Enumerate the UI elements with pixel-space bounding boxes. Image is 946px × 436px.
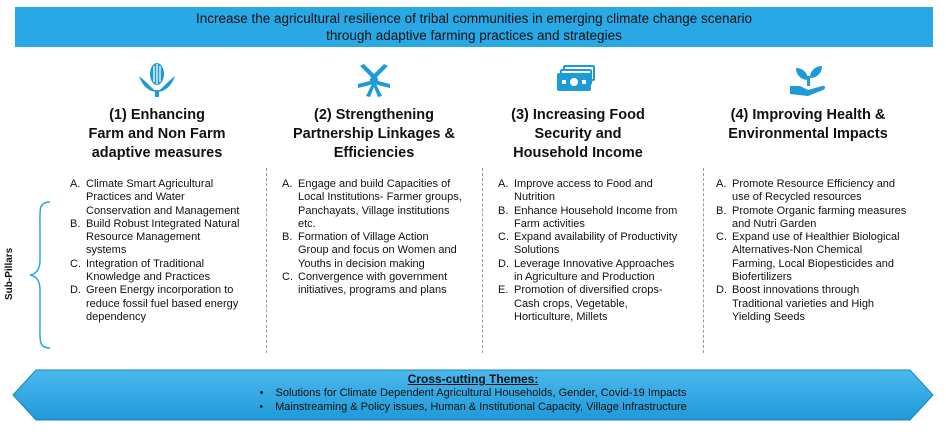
pillar-4-list — [716, 178, 908, 324]
title-line: Farm and Non Farm — [88, 126, 226, 142]
item-letter: C. — [498, 231, 509, 244]
item-text: Formation of Village Action Group and focus on Women and Youths in decision making — [298, 231, 457, 270]
item-letter: C. — [70, 257, 81, 270]
sub-pillars-label: Sub-Pillars — [4, 247, 15, 300]
separator — [482, 168, 483, 353]
item-text: Convergence with government initiatives, programs and plans — [298, 271, 448, 297]
item-text: Climate Smart Agricultural Practices and Water Conservation and Management — [86, 178, 240, 217]
list-item — [282, 178, 462, 231]
list-item — [70, 258, 242, 285]
title-line: adaptive measures — [91, 145, 223, 161]
pillar-1 — [62, 62, 252, 163]
goal-line-2: through adaptive farming practices and strategies — [326, 28, 622, 43]
cross-cutting-content — [12, 372, 934, 414]
goal-banner — [15, 7, 933, 47]
item-letter: D. — [70, 284, 81, 297]
pillar-1-title — [62, 106, 252, 163]
item-text: Expand use of Healthier Biological Alternatives-Non Chemical Farming, Local Biopesticides and Biofertilizers — [732, 231, 900, 284]
item-text: Promote Resource Efficiency and use of Recycled resources — [732, 178, 896, 204]
cross-cutting-item: • Mainstreaming & Policy issues, Human & Institutional Capacity, Village Infrastructure — [12, 400, 934, 414]
item-letter: A. — [716, 178, 727, 190]
list-item — [70, 284, 242, 324]
item-letter: C. — [716, 231, 727, 244]
item-text: Integration of Traditional Knowledge and Practices — [86, 257, 211, 284]
item-text: Build Robust Integrated Natural Resource Management systems — [86, 217, 240, 257]
cross-cutting-item: • Solutions for Climate Dependent Agricultural Households, Gender, Covid-19 Impacts — [12, 386, 934, 400]
list-item — [716, 284, 908, 324]
item-letter: D. — [498, 257, 509, 270]
pillar-2-title — [274, 106, 474, 163]
list-item — [498, 205, 684, 232]
item-letter: D. — [716, 284, 727, 297]
item-letter: C. — [282, 271, 293, 284]
list-item — [282, 231, 462, 271]
item-text: Enhance Household Income from Farm activities — [514, 204, 678, 230]
pillar-3-title — [488, 106, 668, 163]
item-text: Engage and build Capacities of Local Institutions- Farmer groups, Panchayats, Village institutions etc. — [298, 178, 462, 230]
title-line: Partnership Linkages & — [293, 126, 455, 142]
pillar-3 — [488, 62, 668, 163]
separator — [703, 168, 704, 353]
list-item — [70, 218, 242, 258]
item-letter: E. — [498, 284, 509, 297]
item-letter: A. — [282, 178, 293, 190]
pillar-2 — [274, 62, 474, 163]
title-line: (1) Enhancing — [109, 107, 205, 123]
item-text: Expand availability of Productivity Solutions — [514, 231, 678, 257]
list-item — [716, 178, 908, 205]
item-letter: B. — [70, 217, 81, 230]
plant-hands-icon — [62, 62, 252, 98]
list-item — [70, 178, 242, 218]
cross-cutting-title: Cross-cutting Themes: — [407, 372, 539, 386]
item-letter: B. — [716, 204, 727, 217]
title-line: Household Income — [513, 145, 643, 161]
item-letter: A. — [498, 178, 509, 190]
item-letter: B. — [282, 231, 293, 244]
title-line: (3) Increasing Food — [511, 107, 645, 123]
hand-seedling-icon — [703, 62, 913, 98]
item-letter: B. — [498, 204, 509, 217]
title-line: Environmental Impacts — [728, 126, 888, 142]
pillar-3-list — [498, 178, 684, 324]
title-line: (2) Strengthening — [313, 107, 435, 123]
title-line: Security and — [534, 126, 622, 142]
list-item — [498, 178, 684, 205]
joined-hands-icon — [274, 62, 474, 98]
item-letter: A. — [70, 178, 81, 190]
item-text: Promotion of diversified crops-Cash crops, Vegetable, Horticulture, Millets — [514, 284, 663, 323]
goal-line-1: Increase the agricultural resilience of tribal communities in emerging climate change scenario — [195, 11, 753, 26]
list-item — [716, 205, 908, 232]
brace-icon — [28, 200, 54, 350]
item-text: Boost innovations through Traditional varieties and High Yielding Seeds — [732, 284, 875, 323]
item-text: Green Energy incorporation to reduce fossil fuel based energy dependency — [86, 284, 239, 323]
pillar-4-title — [703, 106, 913, 144]
pillar-2-list — [282, 178, 462, 298]
money-stack-icon — [488, 62, 668, 98]
list-item — [282, 271, 462, 298]
title-line: (4) Improving Health & — [730, 107, 886, 123]
list-item — [498, 258, 684, 285]
pillar-1-list — [70, 178, 242, 324]
title-line: Efficiencies — [333, 145, 415, 161]
list-item — [716, 231, 908, 284]
cross-cutting-themes — [12, 369, 934, 421]
item-text: Leverage Innovative Approaches in Agriculture and Production — [514, 257, 675, 284]
pillar-4 — [703, 62, 913, 144]
list-item — [498, 231, 684, 258]
item-text: Improve access to Food and Nutrition — [514, 178, 653, 204]
item-text: Promote Organic farming measures and Nutri Garden — [732, 204, 907, 230]
list-item — [498, 284, 684, 324]
separator — [266, 168, 267, 353]
